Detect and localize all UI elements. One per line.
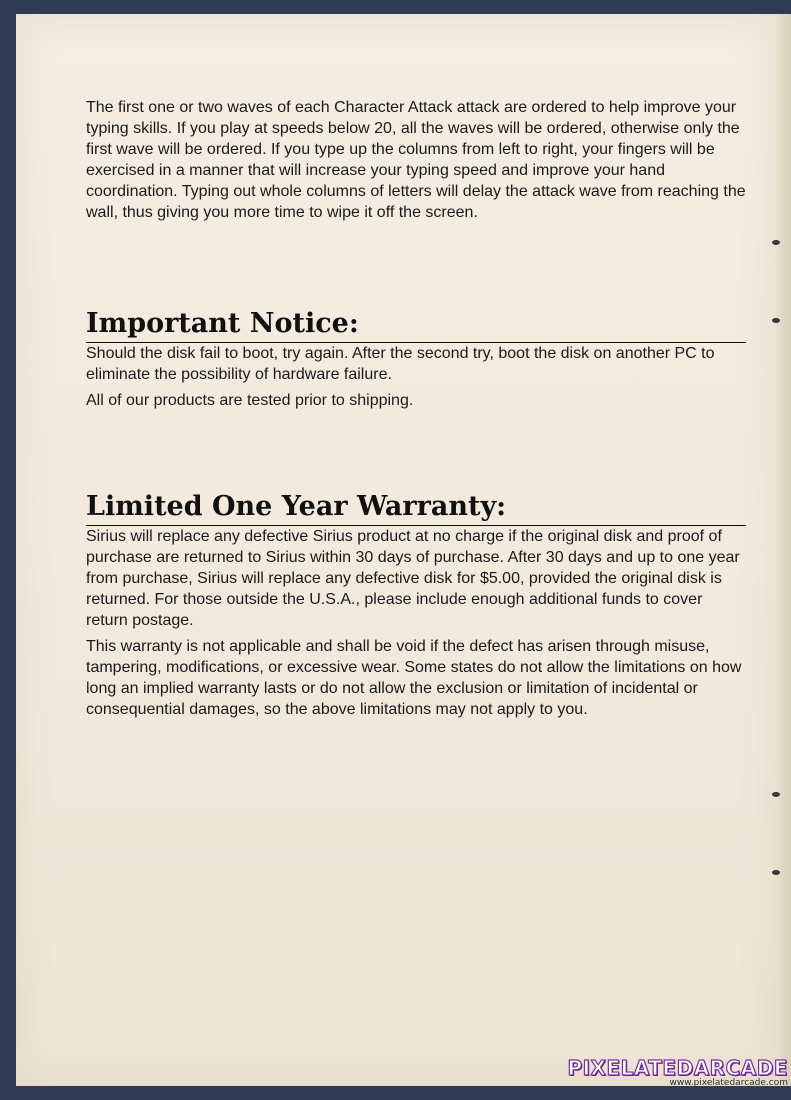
warranty-paragraph-2: This warranty is not applicable and shall be void if the defect has arisen through misuse, tampering, modifications, or excessive wear. Some states do not allow the limitations on how long an implied warranty lasts or do not allow the exclusion or limitation of incidental or consequential damages, so the above limitations may not apply to you. xyxy=(86,638,742,718)
page-edge xyxy=(776,14,791,1086)
important-notice-heading: Important Notice: xyxy=(86,308,746,343)
binding-hole xyxy=(772,870,780,875)
intro-paragraph: The first one or two waves of each Character Attack attack are ordered to help improve your typing skills. If you play at speeds below 20, all the waves will be ordered, otherwise only the first wave will be ordered. If you type up the columns from left to right, your fingers will be exercised in a manner that will increase your typing speed and improve your hand coordination. Typing out whole columns of letters will delay the attack wave from reaching the wall, thus giving you more time to wipe it off the screen. xyxy=(86,99,746,221)
site-watermark xyxy=(567,1056,788,1088)
page-content xyxy=(86,97,746,720)
notice-paragraph-2: All of our products are tested prior to shipping. xyxy=(86,392,414,409)
binding-hole xyxy=(772,318,780,323)
watermark-brand: PIXELATEDARCADE xyxy=(567,1056,788,1080)
warranty-heading: Limited One Year Warranty: xyxy=(86,491,746,526)
watermark-url: www.pixelatedarcade.com xyxy=(669,1078,788,1088)
binding-hole xyxy=(772,240,780,245)
warranty-paragraph-1: Sirius will replace any defective Sirius product at no charge if the original disk and proof of purchase are returned to Sirius within 30 days of purchase. After 30 days and up to one year from purchase, Sirius will replace any defective disk for $5.00, provided the original disk is returned. For those outside the U.S.A., please include enough additional funds to cover return postage. xyxy=(86,528,740,629)
notice-paragraph-1: Should the disk fail to boot, try again. After the second try, boot the disk on another PC to eliminate the possibility of hardware failure. xyxy=(86,345,715,383)
binding-hole xyxy=(772,792,780,797)
